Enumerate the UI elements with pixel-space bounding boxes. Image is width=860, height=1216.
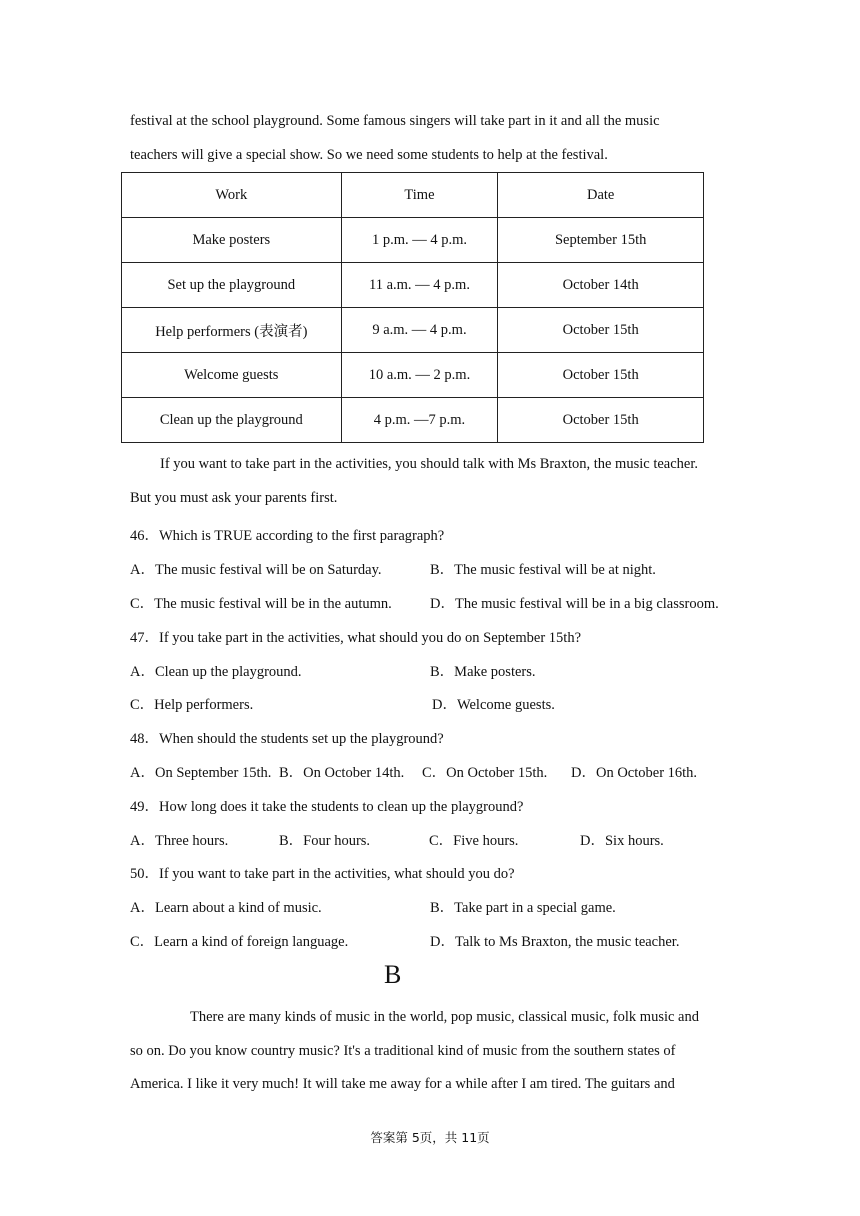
q48-option-a: A．On September 15th.	[130, 765, 272, 781]
q46-option-b: B．The music festival will be at night.	[430, 562, 656, 578]
question-47: 47．If you take part in the activities, what should you do on September 15th?	[130, 630, 582, 646]
q50-option-c: C．Learn a kind of foreign language.	[130, 934, 349, 950]
cell-time: 9 a.m. — 4 p.m.	[341, 308, 498, 353]
cell-time: 11 a.m. — 4 p.m.	[341, 263, 498, 308]
table-header-row	[122, 173, 704, 218]
cell-work: Help performers (表演者)	[122, 308, 342, 353]
question-50: 50．If you want to take part in the activities, what should you do?	[130, 866, 515, 882]
header-date: Date	[498, 173, 704, 218]
section-b-heading: B	[384, 960, 402, 989]
table-row	[122, 308, 704, 353]
section-b-line-1: There are many kinds of music in the world, pop music, classical music, folk music and	[190, 1009, 699, 1025]
q48-option-b: B．On October 14th.	[279, 765, 405, 781]
q50-option-d: D．Talk to Ms Braxton, the music teacher.	[430, 934, 680, 950]
table-row	[122, 263, 704, 308]
cell-date: September 15th	[498, 218, 704, 263]
section-b-line-2: so on. Do you know country music? It's a traditional kind of music from the southern states of	[130, 1043, 676, 1059]
q46-option-a: A．The music festival will be on Saturday.	[130, 562, 382, 578]
cell-time: 4 p.m. —7 p.m.	[341, 398, 498, 443]
q48-option-c: C．On October 15th.	[422, 765, 548, 781]
cell-work: Set up the playground	[122, 263, 342, 308]
table-row	[122, 218, 704, 263]
question-48: 48．When should the students set up the playground?	[130, 731, 444, 747]
page-footer: 答案第 5页，共 11页	[370, 1130, 490, 1145]
intro-line-1: festival at the school playground. Some famous singers will take part in it and all the music	[130, 113, 660, 129]
q49-option-b: B．Four hours.	[279, 833, 371, 849]
q49-option-d: D．Six hours.	[580, 833, 664, 849]
cell-date: October 15th	[498, 353, 704, 398]
header-work: Work	[122, 173, 342, 218]
section-b-line-3: America. I like it very much! It will take me away for a while after I am tired. The guitars and	[130, 1076, 675, 1092]
cell-date: October 14th	[498, 263, 704, 308]
question-46: 46．Which is TRUE according to the first paragraph?	[130, 528, 445, 544]
q47-option-b: B．Make posters.	[430, 664, 536, 680]
q47-option-c: C．Help performers.	[130, 697, 254, 713]
cell-work: Welcome guests	[122, 353, 342, 398]
q50-option-b: B．Take part in a special game.	[430, 900, 616, 916]
cell-date: October 15th	[498, 398, 704, 443]
table-row	[122, 398, 704, 443]
header-time: Time	[341, 173, 498, 218]
q47-option-a: A．Clean up the playground.	[130, 664, 302, 680]
cell-date: October 15th	[498, 308, 704, 353]
q49-option-a: A．Three hours.	[130, 833, 229, 849]
work-schedule-table	[121, 172, 704, 443]
question-49: 49．How long does it take the students to clean up the playground?	[130, 799, 524, 815]
q50-option-a: A．Learn about a kind of music.	[130, 900, 322, 916]
cell-work: Clean up the playground	[122, 398, 342, 443]
q46-option-d: D．The music festival will be in a big classroom.	[430, 596, 719, 612]
cell-time: 1 p.m. — 4 p.m.	[341, 218, 498, 263]
intro-line-2: teachers will give a special show. So we need some students to help at the festival.	[130, 147, 608, 163]
cell-work: Make posters	[122, 218, 342, 263]
q48-option-d: D．On October 16th.	[571, 765, 698, 781]
after-table-line-2: But you must ask your parents first.	[130, 490, 338, 506]
after-table-line-1: If you want to take part in the activities, you should talk with Ms Braxton, the music teacher.	[160, 456, 698, 472]
q47-option-d: D．Welcome guests.	[432, 697, 555, 713]
table-row	[122, 353, 704, 398]
q49-option-c: C．Five hours.	[429, 833, 519, 849]
cell-time: 10 a.m. — 2 p.m.	[341, 353, 498, 398]
q46-option-c: C．The music festival will be in the autumn.	[130, 596, 392, 612]
